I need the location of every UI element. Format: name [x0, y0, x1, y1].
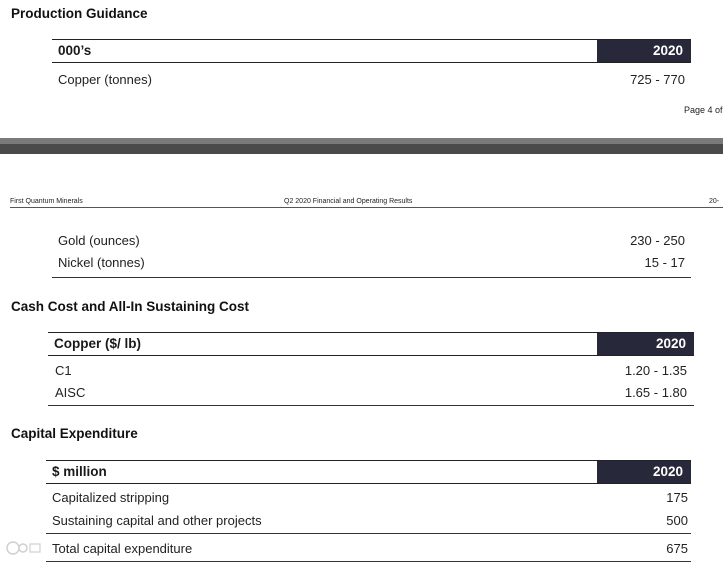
- production-table-header: [52, 39, 691, 63]
- production-table-bottom-rule: [52, 277, 691, 278]
- sustaining-capital-value: 500: [666, 513, 688, 528]
- watermark-logo-icon: [6, 540, 42, 559]
- capex-title: Capital Expenditure: [11, 426, 138, 441]
- c1-label: C1: [55, 363, 72, 378]
- capex-header-year: 2020: [597, 461, 691, 483]
- sustaining-capital-label: Sustaining capital and other projects: [52, 513, 262, 528]
- running-header-left: First Quantum Minerals: [10, 198, 83, 205]
- page-gap: [0, 144, 723, 154]
- cash-cost-title: Cash Cost and All-In Sustaining Cost: [11, 299, 250, 314]
- cash-cost-table-header: [48, 332, 694, 356]
- running-header-rule: [10, 207, 723, 208]
- capitalized-stripping-label: Capitalized stripping: [52, 490, 170, 505]
- gold-ounces-value: 230 - 250: [630, 233, 685, 248]
- capex-total-rule: [46, 561, 691, 562]
- production-guidance-title: Production Guidance: [11, 6, 148, 21]
- capex-table-header: [46, 460, 691, 484]
- c1-value: 1.20 - 1.35: [624, 363, 687, 378]
- aisc-value: 1.65 - 1.80: [624, 385, 687, 400]
- total-capex-value: 675: [666, 541, 688, 556]
- capitalized-stripping-value: 175: [666, 490, 688, 505]
- running-header-right: 20-: [709, 198, 720, 205]
- cash-cost-header-year: 2020: [597, 333, 694, 355]
- cash-cost-header-label: Copper ($/ lb): [54, 336, 141, 351]
- total-capex-label: Total capital expenditure: [52, 541, 193, 556]
- production-header-year: 2020: [597, 40, 691, 62]
- nickel-tonnes-label: Nickel (tonnes): [58, 255, 145, 270]
- nickel-tonnes-value: 15 - 17: [644, 255, 685, 270]
- copper-tonnes-label: Copper (tonnes): [58, 72, 152, 87]
- running-header-center: Q2 2020 Financial and Operating Results: [284, 198, 413, 205]
- gold-ounces-label: Gold (ounces): [58, 233, 140, 248]
- capex-header-label: $ million: [52, 464, 107, 479]
- copper-tonnes-value: 725 - 770: [630, 72, 685, 87]
- production-header-label: 000’s: [58, 43, 92, 58]
- capex-subtotal-rule: [46, 533, 691, 534]
- aisc-label: AISC: [55, 385, 86, 400]
- cash-cost-table-bottom-rule: [48, 405, 694, 406]
- page-number: Page 4 of: [684, 105, 723, 115]
